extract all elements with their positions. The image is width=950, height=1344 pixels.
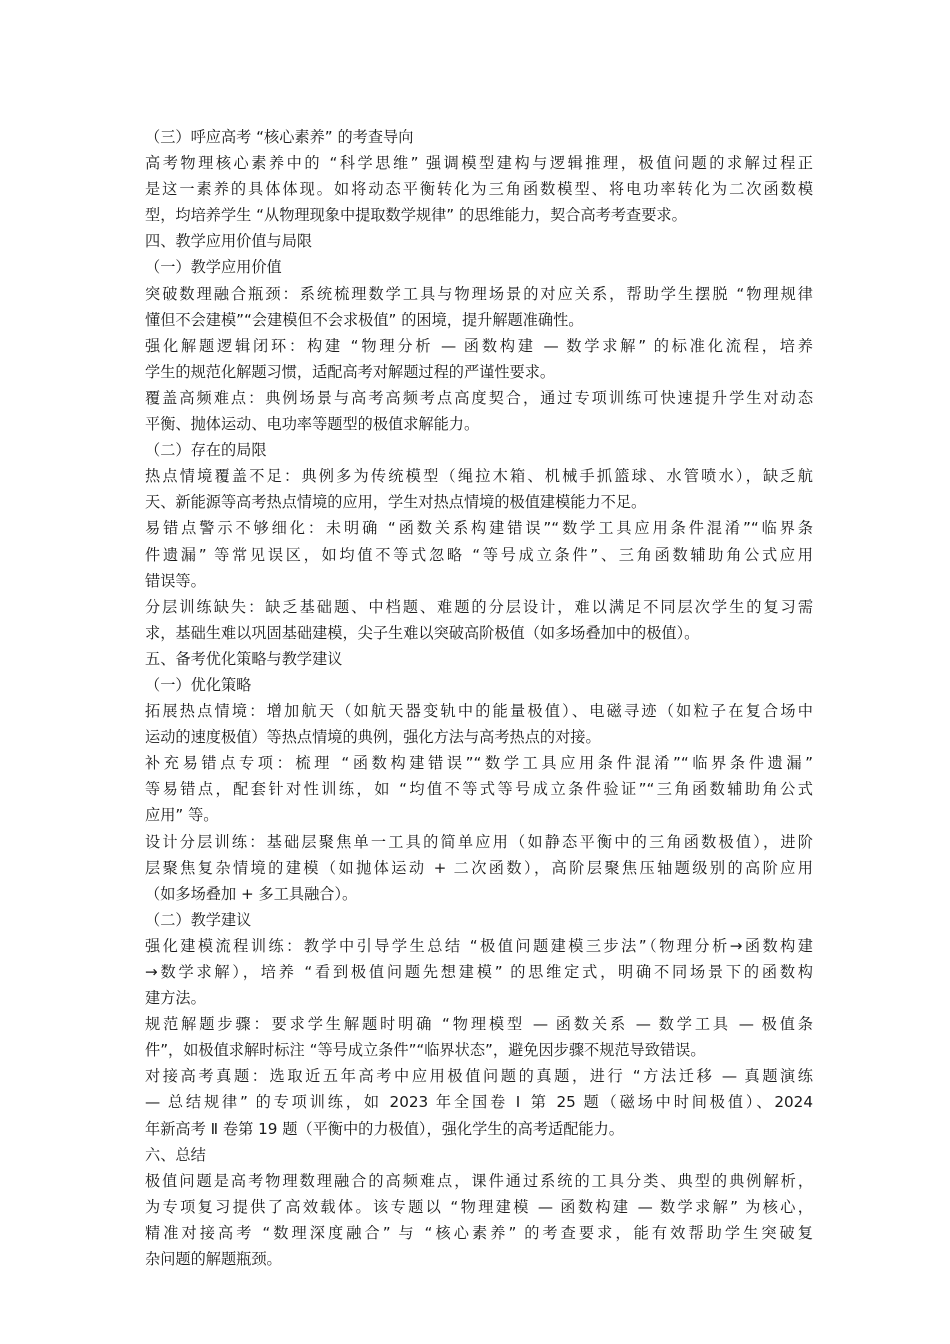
paragraph-line: （如多场叠加 + 多工具融合）。 (145, 884, 358, 903)
section-heading: 六、总结 (145, 1145, 206, 1164)
paragraph-line: 覆盖高频难点：典例场景与高考高频考点高度契合，通过专项训练可快速提升学生对动态 (145, 388, 813, 407)
document-body (145, 124, 813, 1272)
paragraph-line: 学生的规范化解题习惯，适配高考对解题过程的严谨性要求。 (145, 362, 556, 381)
section-heading: （一）教学应用价值 (145, 258, 282, 277)
paragraph-line: 规范解题步骤：要求学生解题时明确 “物理模型 — 函数关系 — 数学工具 — 极值条 (145, 1015, 813, 1034)
paragraph-line: 设计分层训练：基础层聚焦单一工具的简单应用（如静态平衡中的三角函数极值），进阶 (145, 832, 813, 851)
paragraph-line: 补充易错点专项：梳理 “函数构建错误”“数学工具应用条件混淆”“临界条件遗漏” (145, 754, 813, 773)
paragraph-line: 建方法。 (145, 989, 206, 1008)
paragraph-line: 易错点警示不够细化：未明确 “函数关系构建错误”“数学工具应用条件混淆”“临界条 (145, 519, 813, 538)
section-heading: （二）教学建议 (145, 910, 252, 929)
paragraph-line: 运动的速度极值）等热点情境的典例，强化方法与高考热点的对接。 (145, 728, 601, 747)
paragraph-line: 杂问题的解题瓶颈。 (145, 1250, 282, 1269)
paragraph-line: 为专项复习提供了高效载体。该专题以 “物理建模 — 函数构建 — 数学求解” 为核心， (145, 1197, 813, 1216)
paragraph-line: 平衡、抛体运动、电功率等题型的极值求解能力。 (145, 415, 480, 434)
paragraph-line: 强化建模流程训练：教学中引导学生总结 “极值问题建模三步法”（物理分析→函数构建 (145, 936, 813, 955)
paragraph-line: 年新高考 Ⅱ 卷第 19 题（平衡中的力极值），强化学生的高考适配能力。 (145, 1119, 624, 1138)
paragraph-line: 层聚焦复杂情境的建模（如抛体运动 + 二次函数），高阶层聚焦压轴题级别的高阶应用 (145, 858, 813, 877)
paragraph-line: 热点情境覆盖不足：典例多为传统模型（绳拉木箱、机械手抓篮球、水管喷水），缺乏航 (145, 467, 813, 486)
paragraph-line: 型，均培养学生 “从物理现象中提取数学规律” 的思维能力，契合高考考查要求。 (145, 206, 687, 225)
paragraph-line: 是这一素养的具体体现。如将动态平衡转化为三角函数模型、将电功率转化为二次函数模 (145, 180, 813, 199)
paragraph-line: →数学求解），培养 “看到极值问题先想建模” 的思维定式，明确不同场景下的函数构 (145, 963, 813, 981)
section-heading: （二）存在的局限 (145, 441, 267, 460)
paragraph-line: 拓展热点情境：增加航天（如航天器变轨中的能量极值）、电磁寻迹（如粒子在复合场中 (145, 702, 813, 721)
paragraph-line: 等易错点，配套针对性训练，如 “均值不等式等号成立条件验证”“三角函数辅助角公式 (145, 780, 813, 799)
paragraph-line: 高考物理核心素养中的 “科学思维” 强调模型建构与逻辑推理，极值问题的求解过程正 (145, 154, 813, 173)
paragraph-line: 求，基础生难以巩固基础建模，尖子生难以突破高阶极值（如多场叠加中的极值）。 (145, 623, 700, 642)
section-heading: （一）优化策略 (145, 675, 252, 694)
paragraph-line: 件遗漏” 等常见误区，如均值不等式忽略 “等号成立条件”、三角函数辅助角公式应用 (145, 545, 813, 564)
section-heading: 四、教学应用价值与局限 (145, 232, 313, 251)
section-heading: 五、备考优化策略与教学建议 (145, 649, 343, 668)
paragraph-line: 懂但不会建模”“会建模但不会求极值” 的困境，提升解题准确性。 (145, 310, 584, 329)
paragraph-line: 突破数理融合瓶颈：系统梳理数学工具与物理场景的对应关系，帮助学生摆脱 “物理规律 (145, 284, 813, 303)
paragraph-line: 错误等。 (145, 571, 206, 590)
paragraph-line: 极值问题是高考物理数理融合的高频难点，课件通过系统的工具分类、典型的典例解析， (145, 1171, 813, 1190)
section-heading: （三）呼应高考 “核心素养” 的考查导向 (145, 128, 414, 146)
paragraph-line: 分层训练缺失：缺乏基础题、中档题、难题的分层设计，难以满足不同层次学生的复习需 (145, 597, 813, 616)
paragraph-line: 对接高考真题：选取近五年高考中应用极值问题的真题，进行 “方法迁移 — 真题演练 (145, 1067, 813, 1086)
paragraph-line: 应用” 等。 (145, 806, 219, 825)
paragraph-line: 精准对接高考 “数理深度融合” 与 “核心素养” 的考查要求，能有效帮助学生突破复 (145, 1223, 813, 1242)
paragraph-line: 强化解题逻辑闭环：构建 “物理分析 — 函数构建 — 数学求解” 的标准化流程，培养 (145, 336, 813, 355)
paragraph-line: — 总结规律” 的专项训练，如 2023 年全国卷 Ⅰ 第 25 题（磁场中时间极值）、2024 (145, 1093, 813, 1112)
paragraph-line: 天、新能源等高考热点情境的应用，学生对热点情境的极值建模能力不足。 (145, 493, 647, 512)
paragraph-line: 件”，如极值求解时标注 “等号成立条件”“临界状态”，避免因步骤不规范导致错误。 (145, 1041, 706, 1060)
